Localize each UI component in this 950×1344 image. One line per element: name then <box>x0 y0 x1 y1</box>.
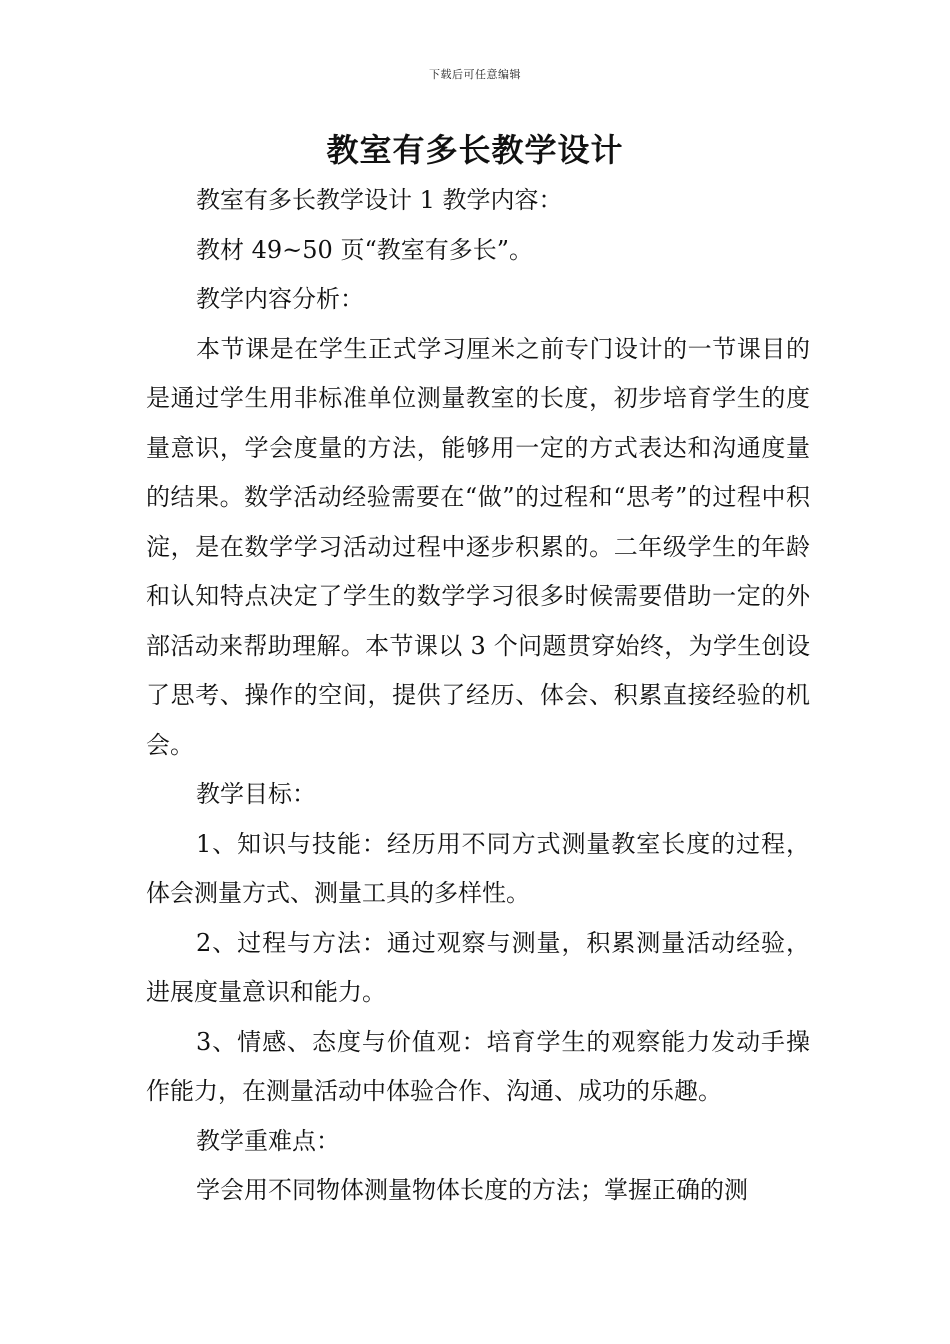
paragraph-objective-1: 1、知识与技能：经历用不同方式测量教室长度的过程，体会测量方式、测量工具的多样性。 <box>146 829 810 907</box>
paragraph-objective-3: 3、情感、态度与价值观：培育学生的观察能力发动手操作能力，在测量活动中体验合作、沟通、成功的乐趣。 <box>146 1027 810 1105</box>
document-title: 教室有多长教学设计 <box>326 131 624 169</box>
header-note: 下载后可任意编辑 <box>429 68 521 81</box>
paragraph-objective-2: 2、过程与方法：通过观察与测量，积累测量活动经验，进展度量意识和能力。 <box>146 928 810 1006</box>
document-body <box>146 176 810 1216</box>
paragraph-analysis-heading: 教学内容分析： <box>196 285 364 313</box>
paragraph-keypoints-heading: 教学重难点： <box>196 1126 340 1155</box>
paragraph-analysis-body: 本节课是在学生正式学习厘米之前专门设计的一节课目的是通过学生用非标准单位测量教室的长度，初步培育学生的度量意识，学会度量的方法，能够用一定的方式表达和沟通度量的结果。数学活动经验需要在“做”的过程和“思考”的过程中积淀，是在数学学习活动过程中逐步积累的。二年级学生的年龄和认知特点决定了学生的数学学习很多时候需要借助一定的外部活动来帮助理解。本节课以 3 个问题贯穿始终，为学生创设了思考、操作的空间，提供了经历、体会、积累直接经验的机会。 <box>146 334 810 759</box>
paragraph-keypoints-body: 学会用不同物体测量物体长度的方法；掌握正确的测 <box>196 1176 748 1204</box>
paragraph-intro-heading: 教室有多长教学设计 1 教学内容： <box>196 186 563 214</box>
paragraph-objectives-heading: 教学目标： <box>196 780 316 808</box>
paragraph-textbook-pages: 教材 49~50 页“教室有多长”。 <box>196 235 533 264</box>
